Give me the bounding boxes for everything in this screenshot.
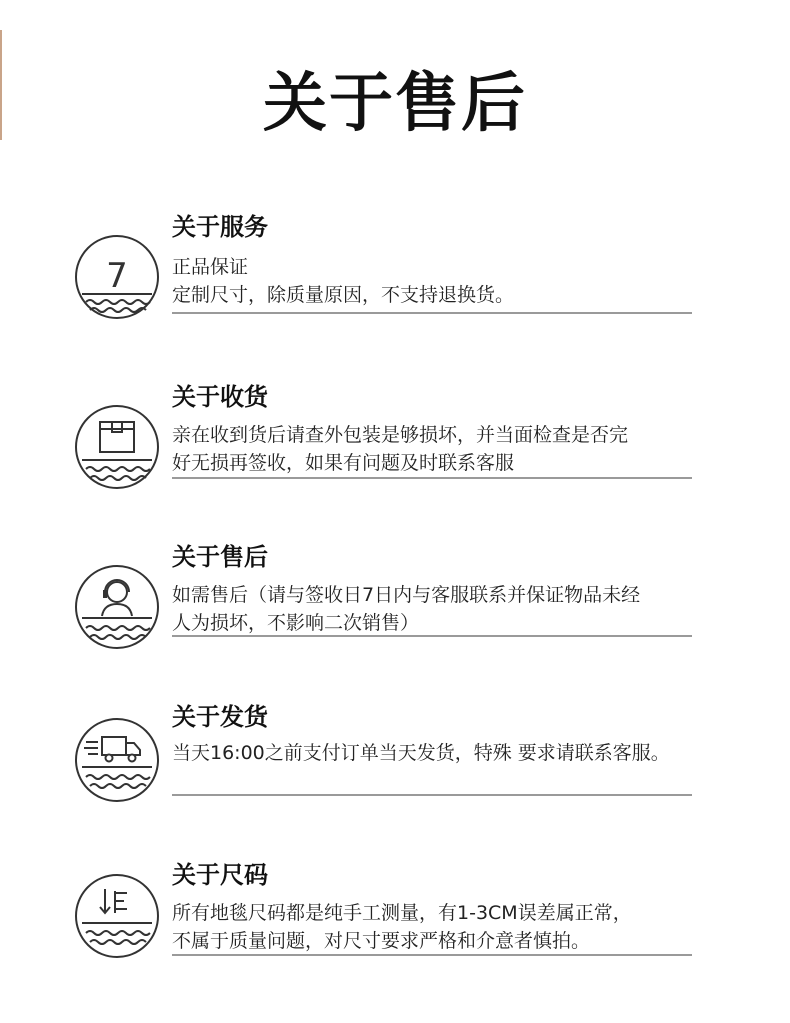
measurement-ruler-icon bbox=[72, 871, 162, 961]
section-line: 亲在收到货后请查外包装是够损坏，并当面检查是否完 bbox=[172, 424, 629, 446]
section-body bbox=[172, 253, 712, 309]
section-title: 关于发货 bbox=[172, 703, 268, 731]
section-line: 如需售后（请与签收日7日内与客服联系并保证物品未经 bbox=[172, 584, 641, 606]
section-body bbox=[172, 899, 712, 955]
section-body bbox=[172, 581, 712, 637]
package-box-icon bbox=[72, 402, 162, 492]
section-line: 人为损坏，不影响二次销售） bbox=[172, 612, 420, 634]
section-line: 不属于质量问题，对尺寸要求严格和介意者慎拍。 bbox=[172, 930, 591, 952]
section-title: 关于售后 bbox=[172, 543, 268, 571]
section-line: 好无损再签收，如果有问题及时联系客服 bbox=[172, 452, 515, 474]
section-divider bbox=[172, 312, 692, 314]
svg-text:7: 7 bbox=[106, 256, 128, 296]
section-line: 定制尺寸，除质量原因，不支持退换货。 bbox=[172, 284, 515, 306]
section-line: 所有地毯尺码都是纯手工测量，有1-3CM误差属正常， bbox=[172, 902, 632, 924]
section-body bbox=[172, 739, 712, 767]
delivery-truck-icon bbox=[72, 715, 162, 805]
section-service bbox=[0, 205, 790, 345]
section-title: 关于尺码 bbox=[172, 861, 268, 889]
section-body bbox=[172, 421, 712, 477]
section-line: 当天16:00之前支付订单当天发货，特殊 要求请联系客服。 bbox=[172, 742, 670, 764]
section-divider bbox=[172, 477, 692, 479]
section-after-sales bbox=[0, 535, 790, 675]
section-receiving bbox=[0, 375, 790, 515]
section-sizing bbox=[0, 853, 790, 993]
section-title: 关于服务 bbox=[172, 213, 268, 241]
section-divider bbox=[172, 635, 692, 637]
page-title: 关于售后 bbox=[263, 67, 527, 141]
section-title: 关于收货 bbox=[172, 383, 268, 411]
section-divider bbox=[172, 954, 692, 956]
section-line: 正品保证 bbox=[172, 256, 249, 278]
section-divider bbox=[172, 794, 692, 796]
customer-service-agent-icon bbox=[72, 562, 162, 652]
number-seven-icon bbox=[72, 232, 162, 322]
section-shipping bbox=[0, 695, 790, 835]
